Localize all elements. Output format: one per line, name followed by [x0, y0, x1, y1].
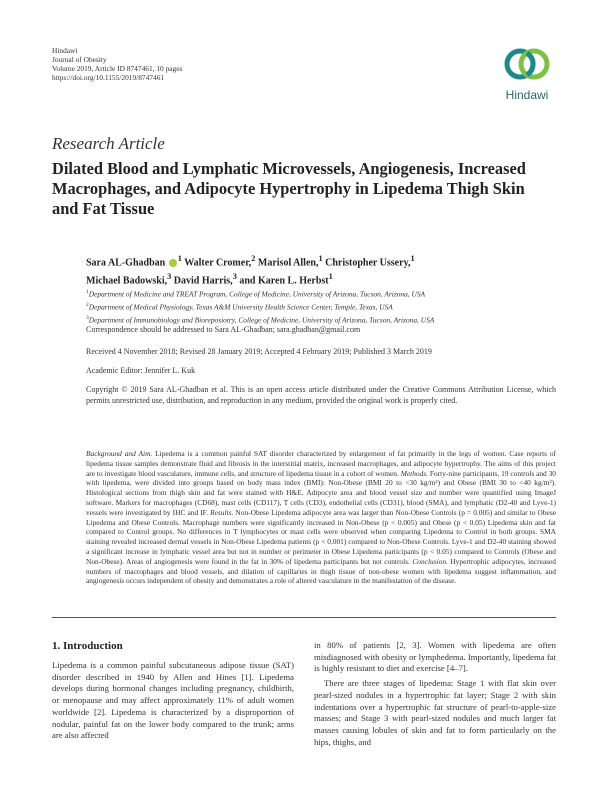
journal-name: Journal of Obesity	[52, 55, 107, 64]
author-name[interactable]: Michael Badowski,	[86, 275, 168, 287]
hindawi-logo-text: Hindawi	[505, 88, 549, 102]
author-list	[86, 252, 556, 289]
affiliation-item	[86, 287, 556, 300]
abstract-conclusion: Hypertrophic adipocytes, increased numbers of macrophages and blood vessels, and dilation of capillaries in thigh tissue of non-obese women with lipedema suggest inflammation, and angiogenesis occurs independent of obesity and demonstrates a role of altered vasculature in the manifestation of the disease.	[86, 556, 556, 586]
author-sup: 3	[167, 272, 172, 282]
author-sup: 3	[232, 272, 237, 282]
abstract-label-methods: Methods.	[400, 468, 429, 478]
abstract-label-results: Results.	[210, 507, 234, 517]
section-heading: 1. Introduction	[52, 640, 123, 652]
paragraph: Lipedema is a common painful subcutaneous adipose tissue (SAT) disorder described in 1940 by Allen and Hines [1]. Lipedema develops during hormonal changes including pregnancy, childbirth, or menopause and may affect approximately 11% of adult women worldwide [2]. Lipedema is characterized by a disproportion of nodular, painful fat on the lower body compared to the trunk; arms are also affected	[52, 660, 294, 741]
correspondence: Correspondence should be addressed to Sara AL-Ghadban; sara.ghadban@gmail.com	[86, 325, 361, 334]
affiliation-list	[86, 287, 556, 326]
left-column	[52, 660, 294, 745]
abstract-label-conclusion: Conclusion.	[412, 556, 448, 566]
author-name[interactable]: Walter Cromer,	[184, 257, 252, 269]
affiliation-item	[86, 313, 556, 326]
author-name[interactable]: and Karen L. Herbst	[239, 275, 329, 287]
author-name[interactable]: Christopher Ussery,	[325, 257, 411, 269]
author-line-1	[86, 252, 556, 270]
section-divider	[52, 617, 556, 618]
affiliation-num: 1	[86, 289, 89, 295]
affiliation-item	[86, 300, 556, 313]
orcid-icon[interactable]	[169, 259, 177, 267]
affiliation-num: 2	[86, 301, 89, 308]
doi-link[interactable]: https://doi.org/10.1155/2019/8747461	[52, 73, 165, 82]
publisher-name: Hindawi	[52, 46, 78, 55]
author-sup: 1	[410, 254, 415, 263]
author-sup: 1	[318, 254, 323, 263]
publication-dates: Received 4 November 2018; Revised 28 January 2019; Accepted 4 February 2019; Published 3 March 2019	[86, 347, 432, 356]
abstract-label-background: Background and Aim.	[86, 449, 153, 458]
affiliation-num: 3	[86, 314, 89, 321]
article-title: Dilated Blood and Lymphatic Microvessels, Angiogenesis, Increased Macrophages, and Adipocyte Hypertrophy in Lipedema Thigh Skin and Fat Tissue	[52, 159, 526, 218]
hindawi-logo	[498, 46, 556, 106]
author-sup: 1	[328, 272, 333, 282]
hindawi-logo-mark	[498, 46, 556, 88]
abstract	[86, 449, 556, 586]
author-sup: 2	[251, 254, 256, 263]
copyright-notice: Copyright © 2019 Sara AL-Ghadban et al. This is an open access article distributed under the Creative Commons Attribution License, which permits unrestricted use, distribution, and reproduction in any medium, provided the original work is properly cited.	[86, 385, 556, 405]
article-type: Research Article	[52, 134, 165, 153]
paragraph: There are three stages of lipedema: Stage 1 with flat skin over pearl-sized nodules in a hypertrophic fat layer; Stage 2 with skin indentations over a hypertrophic fat structure of pearl-to-apple-size masses; and Stage 3 with pearl-sized nodules and much larger fat masses causing lobules of skin and fat to form particularly on the hips, thighs, and	[314, 678, 556, 747]
affiliation-text: Department of Immunobiology and Bioreposiotry, College of Medicine, University of Arizona, Tucson, Arizona, USA	[88, 315, 435, 325]
author-name[interactable]: Sara AL-Ghadban	[86, 257, 166, 269]
author-line-2	[86, 270, 556, 288]
abstract-background: Lipedema is a common painful SAT disorder characterized by enlargement of fat primarily in the legs of women. Case reports of lipedema tissue samples demonstrate fluid and fibrosis in the interstitial matrix, increased macrophages, and adipocyte hypertrophy. The aims of this project are to investigate blood vasculature, immune cells, and structure of lipedema tissue in a cohort of women.	[86, 449, 557, 478]
affiliation-text: Department of Medical Physiology, Texas A&M University Health Science Center, Temple, Texas, USA	[88, 302, 393, 312]
affiliation-text: Department of Medicine and TREAT Program, College of Medicine, University of Arizona, Tucson, Arizona, USA	[88, 289, 426, 299]
author-name[interactable]: Marisol Allen,	[257, 257, 319, 269]
volume-line: Volume 2019, Article ID 8747461, 10 pages	[52, 64, 183, 73]
abstract-methods: Forty-nine participants, 19 controls and 30 with lipedema, were divided into groups based on body mass index (BMI): Non-Obese (BMI 20 to <30 kg/m²) and Obese (BMI 30 to <40 kg/m²). Histological sections from thigh skin and fat were stained with H&E. Adipocyte area and blood vessel size and number were quantified using ImageJ software. Markers for macrophages (CD68), mast cells (CD117), T cells (CD3), endothelial cells (CD31), blood (SMA), and lymphatic (D2-40 and Lyve-1) vessels were investigated by IHC and IF.	[86, 468, 556, 517]
author-name[interactable]: David Harris,	[173, 275, 233, 287]
paragraph: in 80% of patients [2, 3]. Women with lipedema are often misdiagnosed with obesity or lymphedema. Importantly, lipedema fat is highly resistant to diet and exercise [4–7].	[314, 640, 556, 674]
abstract-results: Non-Obese Lipedema adipocyte area was larger than Non-Obese Controls (p = 0.005) and similar to Obese Lipedema and Obese Controls. Macrophage numbers were significantly increased in Non-Obese (p < 0.005) and Obese (p < 0.05) Lipedema skin and fat compared to Control groups. No differences in T lymphocytes or mast cells were observed when comparing Lipedema to Control in both groups. SMA staining revealed increased dermal vessels in Non-Obese Lipedema patients (p < 0.001) compared to Non-Obese Controls. Lyve-1 and D2-40 staining showed a significant increase in lymphatic vessel area but not in number or perimeter in Obese Lipedema participants (p < 0.05) compared to Controls (Obese and Non-Obese). Areas of angiogenesis were found in the fat in 30% of lipedema participants but not controls.	[86, 507, 556, 566]
academic-editor: Academic Editor: Jennifer L. Kuk	[86, 366, 196, 375]
right-column	[314, 640, 556, 751]
author-sup: 1	[177, 254, 182, 263]
journal-meta	[52, 46, 182, 82]
